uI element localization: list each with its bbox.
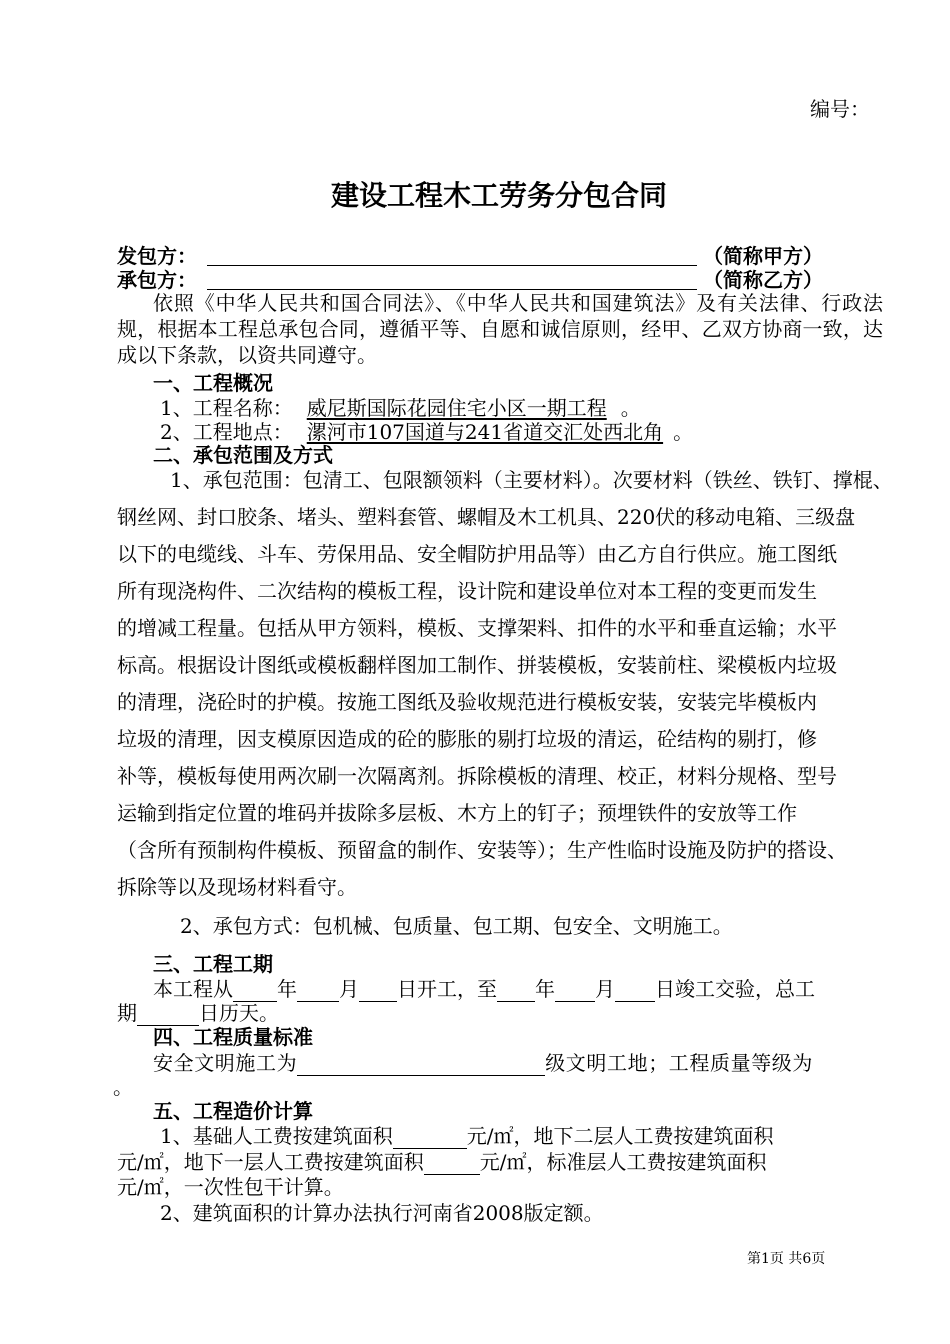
schedule-text: 月 <box>595 977 615 1001</box>
scope-line: 标高。根据设计图纸或模板翻样图加工制作、拼装模板，安装前柱、梁模板内垃圾 <box>117 653 837 677</box>
scope-line: （含所有预制构件模板、预留盒的制作、安装等）；生产性临时设施及防护的搭设、 <box>117 838 847 862</box>
party-b-field[interactable] <box>207 270 697 290</box>
schedule-row-2 <box>117 1000 279 1026</box>
basement-1-rate-field[interactable] <box>424 1152 480 1175</box>
project-location-value: 漯河市107国道与241省道交汇处西北角 <box>306 420 664 444</box>
scope-line: 的增减工程量。包括从甲方领料，模板、支撑架料、扣件的水平和垂直运输；水平 <box>117 616 837 640</box>
total-days-field[interactable] <box>137 1003 199 1026</box>
start-day-field[interactable] <box>359 979 397 1002</box>
scope-line: 的清理，浇砼时的护模。按施工图纸及验收规范进行模板安装，安装完毕模板内 <box>117 690 817 714</box>
project-location-end: 。 <box>673 420 694 444</box>
scope-line: 运输到指定位置的堆码并拔除多层板、木方上的钉子；预埋铁件的安放等工作 <box>117 801 797 825</box>
project-location-label: 2、工程地点： <box>160 420 293 444</box>
schedule-text: 年 <box>277 977 297 1001</box>
schedule-text: 期 <box>117 1001 137 1025</box>
scope-line: 所有现浇构件、二次结构的模板工程，设计院和建设单位对本工程的变更而发生 <box>117 579 817 603</box>
start-month-field[interactable] <box>297 979 339 1002</box>
cost-text: 元/㎡，地下二层人工费按建筑面积 <box>466 1124 774 1148</box>
end-year-field[interactable] <box>497 979 535 1002</box>
scope-line: 拆除等以及现场材料看守。 <box>117 875 357 899</box>
schedule-text: 日开工，至 <box>397 977 497 1001</box>
project-location-row <box>160 419 693 445</box>
party-a-label: 发包方： <box>117 244 197 268</box>
scope-line: 钢丝网、封口胶条、堵头、塑料套管、螺帽及木工机具、220伏的移动电箱、三级盘 <box>117 505 856 529</box>
quality-row <box>153 1050 813 1076</box>
schedule-row <box>153 976 815 1002</box>
section-3-heading: 三、工程工期 <box>153 952 273 976</box>
scope-line: 补等，模板每使用两次刷一次隔离剂。拆除模板的清理、校正，材料分规格、型号 <box>117 764 837 788</box>
scope-line: 垃圾的清理，因支模原因造成的砼的膨胀的剔打垃圾的清运，砼结构的剔打，修 <box>117 727 817 751</box>
section-2-heading: 二、承包范围及方式 <box>153 443 333 467</box>
intro-paragraph: 依照《中华人民共和国合同法》、《中华人民共和国建筑法》及有关法律、行政法规，根据本工程总承包合同，遵循平等、自愿和诚信原则，经甲、乙双方协商一致，达成以下条款，以资共同遵守。 <box>117 291 883 367</box>
cost-text: 元/㎡，地下一层人工费按建筑面积 <box>117 1150 424 1174</box>
end-day-field[interactable] <box>615 979 655 1002</box>
page-footer: 第1页 共6页 <box>747 1251 826 1267</box>
project-name-end: 。 <box>620 396 641 420</box>
quality-text: 安全文明施工为 <box>153 1051 298 1075</box>
project-name-row <box>160 395 641 421</box>
schedule-text: 月 <box>339 977 359 1001</box>
section-4-heading: 四、工程质量标准 <box>153 1025 313 1049</box>
document-title: 建设工程木工劳务分包合同 <box>330 179 667 212</box>
cost-row-2 <box>117 1149 767 1175</box>
end-month-field[interactable] <box>555 979 595 1002</box>
schedule-text: 日历天。 <box>199 1001 279 1025</box>
area-calculation-note: 2、建筑面积的计算办法执行河南省2008版定额。 <box>160 1201 604 1225</box>
contract-number-label: 编号： <box>810 97 870 121</box>
contract-mode: 2、承包方式：包机械、包质量、包工期、包安全、文明施工。 <box>180 914 733 938</box>
scope-line: 1、承包范围：包清工、包限额领料（主要材料）。次要材料（铁丝、铁钉、撑棍、 <box>170 468 893 492</box>
cost-row-1 <box>160 1123 773 1149</box>
cost-row-3: 元/㎡，一次性包干计算。 <box>117 1175 344 1199</box>
section-5-heading: 五、工程造价计算 <box>153 1099 313 1123</box>
schedule-text: 本工程从 <box>153 977 233 1001</box>
party-a-suffix: （简称甲方） <box>703 244 823 268</box>
start-year-field[interactable] <box>233 979 277 1002</box>
scope-line: 以下的电缆线、斗车、劳保用品、安全帽防护用品等）由乙方自行供应。施工图纸 <box>117 542 837 566</box>
civilization-level-field[interactable] <box>297 1053 545 1076</box>
foundation-rate-field[interactable] <box>393 1126 467 1149</box>
party-b-suffix: （简称乙方） <box>703 268 823 292</box>
cost-text: 1、基础人工费按建筑面积 <box>160 1124 393 1148</box>
section-1-heading: 一、工程概况 <box>153 371 273 395</box>
schedule-text: 年 <box>535 977 555 1001</box>
cost-text: 元/㎡，标准层人工费按建筑面积 <box>479 1150 767 1174</box>
party-a-field[interactable] <box>207 246 697 266</box>
project-name-value: 威尼斯国际花园住宅小区一期工程 <box>306 396 607 420</box>
schedule-text: 日竣工交验，总工 <box>655 977 815 1001</box>
quality-text: 级文明工地；工程质量等级为 <box>545 1051 814 1075</box>
quality-end: 。 <box>113 1075 133 1099</box>
party-b-label: 承包方： <box>117 268 197 292</box>
project-name-label: 1、工程名称： <box>160 396 293 420</box>
